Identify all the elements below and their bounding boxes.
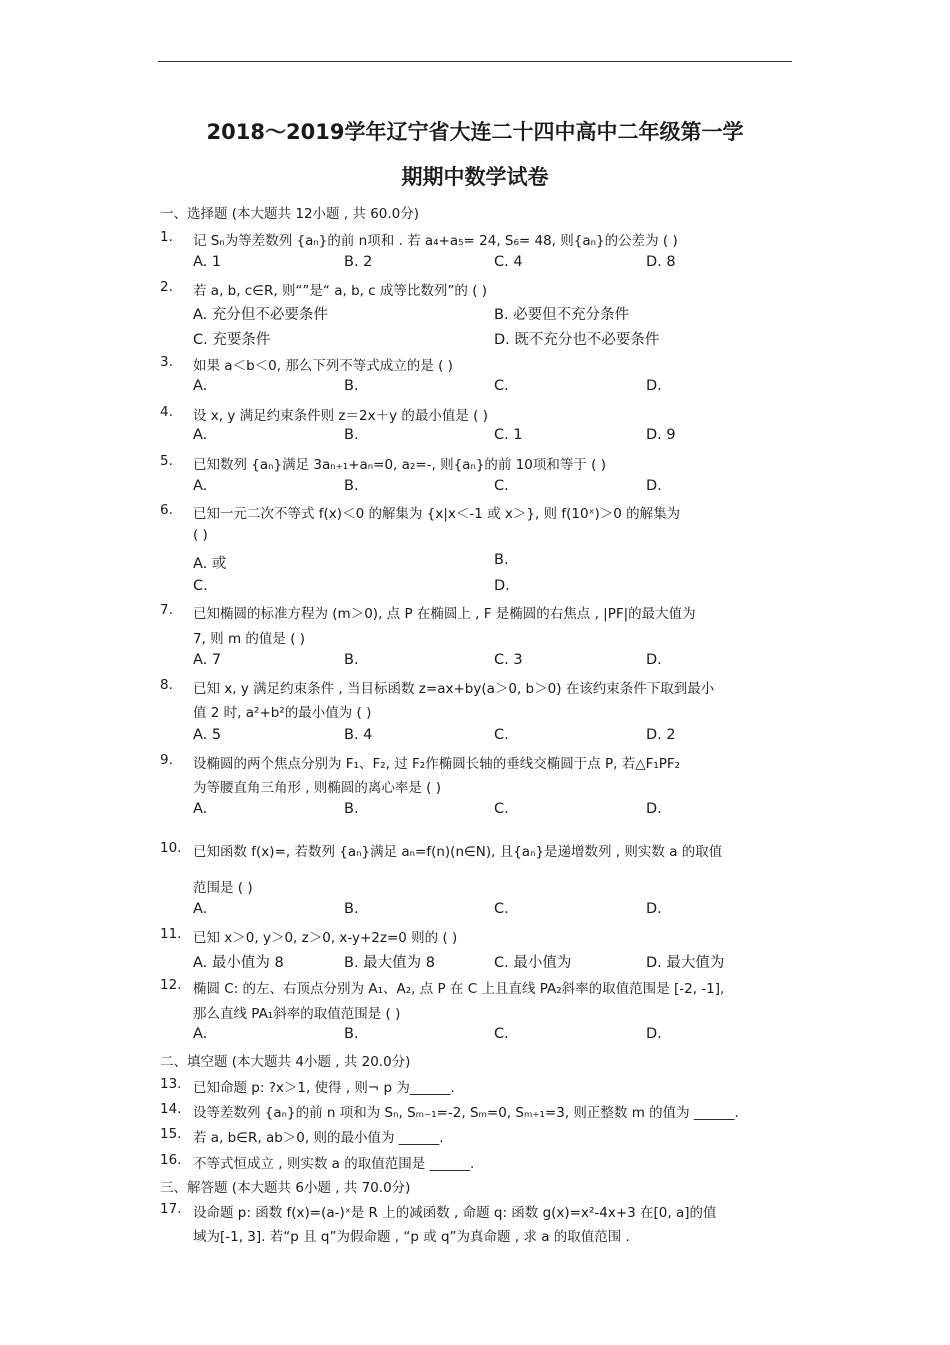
- section-heading-fill: 二、填空题 (本大题共 4小题 , 共 20.0分): [160, 1054, 411, 1070]
- option-d: D.: [646, 478, 662, 494]
- question-number: 17.: [160, 1201, 182, 1217]
- option-a: A.: [193, 427, 208, 443]
- option-b: B.: [344, 652, 359, 668]
- option-d: D.: [646, 378, 662, 394]
- option-a: A.: [193, 478, 208, 494]
- section-heading-choice: 一、选择题 (本大题共 12小题 , 共 60.0分): [160, 206, 420, 222]
- question-text: 如果 a＜b＜0, 那么下列不等式成立的是 ( ): [193, 358, 453, 374]
- option-c: C.: [494, 1026, 509, 1042]
- option-d: D.: [646, 801, 662, 817]
- option-d: D.: [646, 1026, 662, 1042]
- question-text: 设等差数列 {aₙ}的前 n 项和为 Sₙ, Sₘ₋₁=-2, Sₘ=0, Sₘ₊₁=3, 则正整数 m 的值为 ______.: [193, 1105, 739, 1121]
- question-number: 15.: [160, 1126, 182, 1142]
- header-rule: [158, 61, 792, 62]
- question-text: 已知一元二次不等式 f(x)＜0 的解集为 {x|x＜-1 或 x＞}, 则 f(10ˣ)＞0 的解集为: [193, 506, 681, 522]
- question-number: 13.: [160, 1076, 182, 1092]
- option-b: B.: [344, 901, 359, 917]
- option-b: B. 最大值为 8: [344, 955, 435, 971]
- option-c: C. 4: [494, 254, 523, 270]
- question-number: 5.: [160, 453, 173, 469]
- exam-title-line2: 期期中数学试卷: [401, 165, 549, 189]
- option-c: C.: [494, 378, 509, 394]
- question-text: 若 a, b, c∈R, 则“”是“ a, b, c 成等比数列”的 ( ): [193, 283, 488, 299]
- option-a: A.: [193, 901, 208, 917]
- option-c: C.: [494, 727, 509, 743]
- option-c: C.: [193, 578, 208, 594]
- question-number: 4.: [160, 404, 173, 420]
- option-b: B.: [344, 378, 359, 394]
- question-number: 1.: [160, 229, 173, 245]
- option-c: C.: [494, 901, 509, 917]
- question-text: 已知数列 {aₙ}满足 3aₙ₊₁+aₙ=0, a₂=-, 则{aₙ}的前 10项和等于 ( ): [193, 457, 607, 473]
- option-c: C. 1: [494, 427, 523, 443]
- question-text-cont: 值 2 时, a²+b²的最小值为 ( ): [193, 705, 372, 721]
- question-text: 设命题 p: 函数 f(x)=(a-)ˣ是 R 上的减函数 , 命题 q: 函数 g(x)=x²-4x+3 在[0, a]的值: [193, 1205, 717, 1221]
- option-c: C.: [494, 478, 509, 494]
- question-number: 7.: [160, 602, 173, 618]
- option-c: C.: [494, 801, 509, 817]
- question-text: 已知函数 f(x)=, 若数列 {aₙ}满足 aₙ=f(n)(n∈N), 且{aₙ}是递增数列 , 则实数 a 的取值: [193, 844, 723, 860]
- option-b: B. 4: [344, 727, 373, 743]
- option-b: B.: [494, 552, 509, 568]
- question-text: 已知 x, y 满足约束条件 , 当目标函数 z=ax+by(a＞0, b＞0) 在该约束条件下取到最小: [193, 681, 715, 697]
- option-a: A.: [193, 801, 208, 817]
- question-text-cont: 为等腰直角三角形 , 则椭圆的离心率是 ( ): [193, 780, 441, 796]
- question-text: 已知命题 p: ?x＞1, 使得 , 则¬ p 为______.: [193, 1080, 455, 1096]
- option-b: B. 必要但不充分条件: [494, 307, 630, 323]
- section-heading-answer: 三、解答题 (本大题共 6小题 , 共 70.0分): [160, 1180, 411, 1196]
- question-text-cont: 7, 则 m 的值是 ( ): [193, 631, 306, 647]
- option-c: C. 3: [494, 652, 523, 668]
- option-d: D. 8: [646, 254, 676, 270]
- question-text: 若 a, b∈R, ab＞0, 则的最小值为 ______.: [193, 1130, 444, 1146]
- option-b: B.: [344, 478, 359, 494]
- question-number: 2.: [160, 279, 173, 295]
- option-a: A. 充分但不必要条件: [193, 307, 328, 323]
- option-c: C. 最小值为: [494, 955, 572, 971]
- option-d: D.: [494, 578, 510, 594]
- exam-title-line1: 2018～2019学年辽宁省大连二十四中高中二年级第一学: [206, 120, 744, 144]
- option-d: D.: [646, 652, 662, 668]
- option-a: A.: [193, 1026, 208, 1042]
- question-number: 10.: [160, 840, 182, 856]
- option-b: B.: [344, 801, 359, 817]
- option-d: D. 最大值为: [646, 955, 725, 971]
- question-number: 16.: [160, 1152, 182, 1168]
- option-d: D. 2: [646, 727, 676, 743]
- question-number: 3.: [160, 354, 173, 370]
- question-text: 已知椭圆的标准方程为 (m＞0), 点 P 在椭圆上 , F 是椭圆的右焦点 , |PF|的最大值为: [193, 606, 696, 622]
- option-a: A.: [193, 378, 208, 394]
- question-text: 不等式恒成立 , 则实数 a 的取值范围是 ______.: [193, 1156, 475, 1172]
- question-number: 14.: [160, 1101, 182, 1117]
- question-text: 椭圆 C: 的左、右顶点分别为 A₁、A₂, 点 P 在 C 上且直线 PA₂斜率的取值范围是 [-2, -1],: [193, 981, 725, 997]
- option-a: A. 5: [193, 727, 222, 743]
- option-b: B.: [344, 1026, 359, 1042]
- question-number: 12.: [160, 977, 182, 993]
- question-text-cont: 域为[-1, 3]. 若“p 且 q”为假命题 , “p 或 q”为真命题 , 求 a 的取值范围 .: [193, 1229, 630, 1245]
- option-a: A. 1: [193, 254, 222, 270]
- option-d: D. 9: [646, 427, 676, 443]
- option-c: C. 充要条件: [193, 332, 271, 348]
- option-a: A. 7: [193, 652, 222, 668]
- question-text-cont: 那么直线 PA₁斜率的取值范围是 ( ): [193, 1006, 401, 1022]
- question-number: 9.: [160, 752, 173, 768]
- option-a: A. 或: [193, 556, 227, 572]
- question-text: 设 x, y 满足约束条件则 z＝2x＋y 的最小值是 ( ): [193, 408, 488, 424]
- option-d: D.: [646, 901, 662, 917]
- option-b: B.: [344, 427, 359, 443]
- question-text: 记 Sₙ为等差数列 {aₙ}的前 n项和 . 若 a₄+a₅= 24, S₆= 48, 则{aₙ}的公差为 ( ): [193, 233, 678, 249]
- question-text: 已知 x＞0, y＞0, z＞0, x-y+2z=0 则的 ( ): [193, 930, 458, 946]
- option-a: A. 最小值为 8: [193, 955, 284, 971]
- question-text-cont: ( ): [193, 527, 208, 543]
- option-d: D. 既不充分也不必要条件: [494, 332, 660, 348]
- question-text-cont: 范围是 ( ): [193, 880, 253, 896]
- question-number: 6.: [160, 502, 173, 518]
- question-number: 8.: [160, 677, 173, 693]
- option-b: B. 2: [344, 254, 373, 270]
- question-text: 设椭圆的两个焦点分别为 F₁、F₂, 过 F₂作椭圆长轴的垂线交椭圆于点 P, 若△F₁PF₂: [193, 756, 681, 772]
- question-number: 11.: [160, 926, 182, 942]
